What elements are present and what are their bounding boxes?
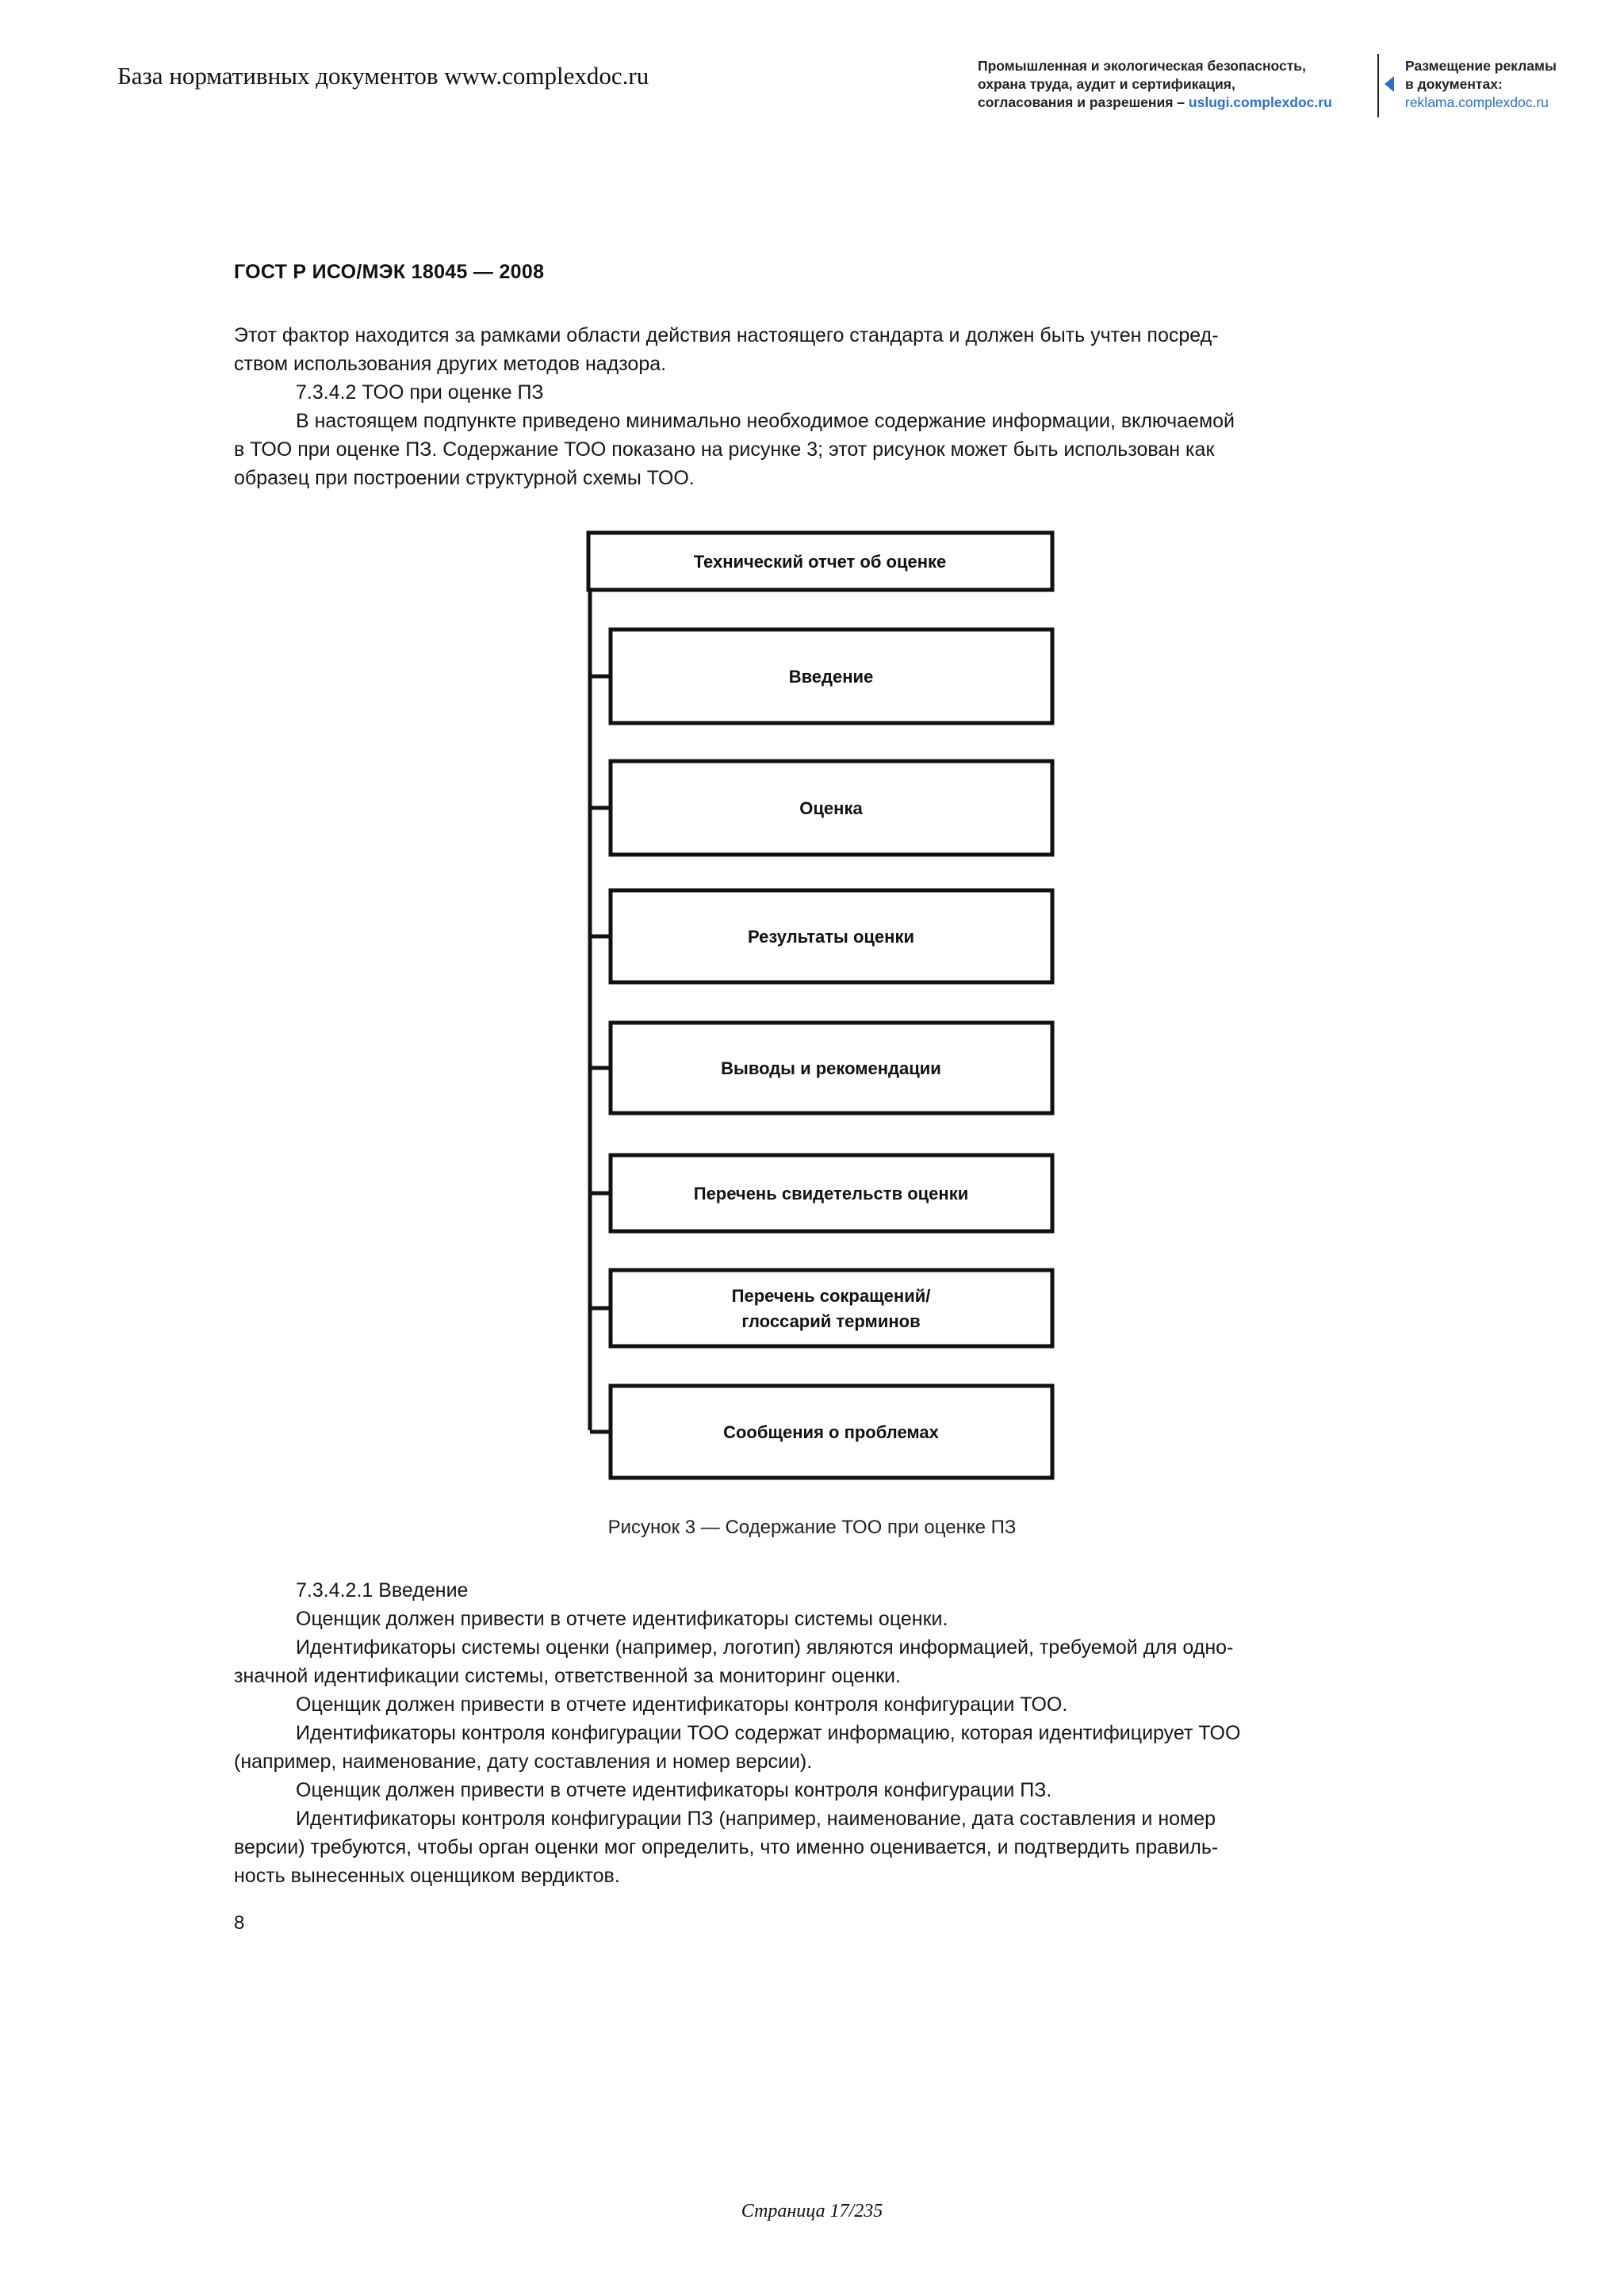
services-link[interactable]: uslugi.complexdoc.ru	[1188, 94, 1332, 110]
promo-services-text: согласования и разрешения –	[978, 94, 1189, 110]
promo-ads	[1405, 57, 1557, 112]
diagram-child-label: Результаты оценки	[748, 927, 914, 947]
text-line: образец при построении структурной схемы ТОО.	[234, 467, 695, 489]
diagram-child-label: глоссарий терминов	[741, 1311, 921, 1331]
text-line: Идентификаторы контроля конфигурации ПЗ (например, наименование, дата составления и номер	[296, 1808, 1216, 1830]
diagram-child-label: Перечень свидетельств оценки	[693, 1184, 969, 1203]
section-heading: 7.3.4.2 ТОО при оценке ПЗ	[296, 381, 544, 404]
text-line: ность вынесенных оценщиком вердиктов.	[234, 1865, 620, 1887]
promo-services	[978, 57, 1332, 112]
promo-ads-line: Размещение рекламы	[1405, 58, 1557, 74]
text-line: версии) требуются, чтобы орган оценки мог определить, что именно оценивается, и подтвердить правиль-	[234, 1836, 1219, 1858]
toe-structure-diagram	[584, 530, 1059, 1481]
page-number: 8	[234, 1912, 245, 1934]
introduction-section	[234, 1576, 1406, 1890]
diagram-child-label: Выводы и рекомендации	[721, 1058, 941, 1078]
text-line: Идентификаторы системы оценки (например, логотип) являются информацией, требуемой для одно-	[296, 1636, 1234, 1659]
text-line: Оценщик должен привести в отчете идентификаторы контроля конфигурации ПЗ.	[296, 1779, 1052, 1801]
diagram-child-box	[611, 1270, 1052, 1346]
text-line: ством использования других методов надзора.	[234, 353, 667, 375]
promo-ads-line: в документах:	[1405, 76, 1503, 92]
subsection-heading: 7.3.4.2.1 Введение	[296, 1579, 469, 1601]
diagram-child-label: Оценка	[799, 798, 863, 818]
text-line: (например, наименование, дату составления и номер версии).	[234, 1751, 813, 1773]
diagram-child-label: Введение	[788, 667, 874, 687]
text-line: Этот фактор находится за рамками области действия настоящего стандарта и должен быть учтен посред-	[234, 324, 1219, 346]
page-counter: Страница 17/235	[741, 2201, 883, 2221]
text-line: Идентификаторы контроля конфигурации ТОО содержат информацию, которая идентифицирует ТОО	[296, 1722, 1241, 1744]
diagram-root-label: Технический отчет об оценке	[693, 552, 947, 572]
text-line: в ТОО при оценке ПЗ. Содержание ТОО показано на рисунке 3; этот рисунок может быть использован как	[234, 438, 1215, 461]
text-line: значной идентификации системы, ответственной за мониторинг оценки.	[234, 1665, 901, 1687]
document-id: ГОСТ Р ИСО/МЭК 18045 — 2008	[234, 261, 545, 283]
promo-services-line: Промышленная и экологическая безопасность,	[978, 58, 1306, 74]
text-line: В настоящем подпункте приведено минимально необходимое содержание информации, включаемой	[296, 410, 1235, 432]
promo-services-line	[978, 94, 1332, 112]
promo-services-line: охрана труда, аудит и сертификация,	[978, 76, 1235, 92]
intro-paragraph	[234, 321, 1406, 492]
site-title: База нормативных документов www.complexdoc.ru	[117, 62, 649, 90]
figure-caption: Рисунок 3 — Содержание ТОО при оценке ПЗ	[607, 1517, 1017, 1538]
arrow-left-icon	[1385, 76, 1394, 92]
header-divider	[1377, 54, 1379, 117]
diagram-child-label: Перечень сокращений/	[731, 1286, 931, 1306]
text-line: Оценщик должен привести в отчете идентификаторы контроля конфигурации ТОО.	[296, 1693, 1068, 1716]
diagram-child-label: Сообщения о проблемах	[723, 1422, 939, 1442]
text-line: Оценщик должен привести в отчете идентификаторы системы оценки.	[296, 1608, 948, 1630]
ads-link[interactable]: reklama.complexdoc.ru	[1405, 94, 1549, 110]
